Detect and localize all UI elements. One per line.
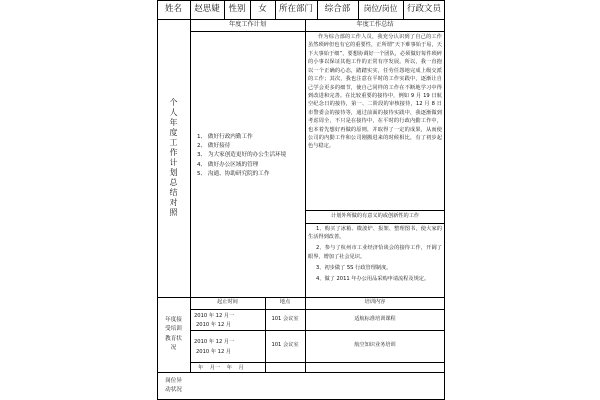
time-start: 2010 年 12 月一 [194, 313, 235, 319]
time-end: 2010 年 12 月 [196, 322, 232, 328]
training-side-label-cell [157, 297, 190, 372]
dept-value: 综合部 [324, 3, 351, 14]
col-place-header: 地点 [279, 299, 291, 306]
col-content-header: 培训内容 [364, 299, 386, 306]
table-border [157, 297, 445, 298]
plan-title: 年度工作计划 [228, 20, 267, 28]
name-label: 姓名 [164, 3, 182, 14]
plan-side-label-cell [157, 19, 190, 297]
table-row-time [190, 330, 265, 362]
name-value: 赵思婕 [194, 3, 220, 14]
table-border [157, 19, 445, 20]
training-place: 101 会议室 [271, 342, 299, 349]
plan-item: 4、 做好办公区域的管理 [197, 161, 259, 168]
table-border [305, 210, 445, 211]
table-border [275, 0, 276, 19]
extra-list [308, 225, 442, 295]
table-border [190, 0, 191, 372]
transfer-side-label: 岗位异动状况 [165, 377, 182, 393]
extra-item: 2、参与了杭州市工业经济恰谈会的接待工作，开阔了眼界，增加了社会见识。 [308, 245, 442, 260]
extra-item: 3、初步做了 5S 行政管理制度。 [316, 264, 392, 271]
table-border [224, 0, 225, 19]
table-border [265, 297, 266, 372]
table-border [250, 0, 251, 19]
table-border [190, 309, 445, 310]
table-border [190, 362, 445, 363]
training-content: 适航标准培训课程 [354, 315, 396, 322]
position-value: 行政文员 [406, 3, 441, 14]
summary-text: 作为综合部的工作人员，我充分认识到了自己的工作虽然琐碎但也有它的重要性，正所谓“天下难事始于易，天下大事始于细”，要想协调好一个团队，必须做好每件琐碎的小事以保证其他工作的正常有序发展。所以，我一直抱以一个正确的心态，踏踏实实，任劳任怨地完成上级交派的工作；其次，我也注意在平时的工作实践中，逐渐让自己学会更多的细节，使自己同样的工作在不断地学习中得到改进和完善。在比较重要的接待中，例如 9 月 19 日航空纪念日的接待，第一、二阶段的审核接待，12 月 8 日市警委会的接待等，通过前面的接待实践中，我逐渐做到考虑周全，不只是在接待中，在平时的行政内勤工作中，也本着先想好再做的原则，并取得了一定的成果，从而使公司的内勤工作和公司刚搬进来的时候相比，有了初步起色与稳定。 [308, 34, 442, 150]
table-border [157, 372, 445, 373]
plan-item: 3、 为大家创造更好的办公生活环境 [197, 152, 287, 159]
time-start: 年 月一 年 月 [198, 364, 244, 371]
position-label: 岗位/岗位 [363, 4, 398, 14]
extra-item: 4、做了 2011 年办公用品采购申请流程及规定。 [316, 275, 430, 282]
table-border [190, 330, 445, 331]
table-row-time [190, 362, 265, 372]
plan-item: 5、 沟通、协助研究院的工作 [197, 170, 270, 177]
extra-title: 计划外所做的有意义的或创新性的工作 [330, 212, 420, 219]
table-row-time [190, 309, 265, 330]
table-border [403, 0, 404, 19]
table-border [444, 0, 445, 400]
table-border [305, 223, 445, 224]
dept-label: 所在部门 [278, 3, 313, 14]
training-side-label: 年度接受培训教育状况 [165, 316, 182, 351]
table-border [358, 0, 359, 19]
plan-side-label: 个人年度工作计划总结对照 [169, 98, 178, 217]
plan-item: 1、 做好行政内勤工作 [197, 134, 253, 140]
training-place: 101 会议室 [271, 315, 299, 322]
plan-item: 2、 做好接待 [197, 143, 231, 150]
gender-label: 性别 [228, 3, 246, 14]
table-border [157, 0, 445, 1]
transfer-side-label-cell [157, 372, 190, 400]
appraisal-form [157, 0, 445, 400]
gender-value: 女 [258, 3, 267, 14]
col-time-header: 起止时间 [217, 299, 238, 306]
table-border [305, 19, 306, 297]
extra-item: 1、购买了冰箱、微波炉、报架、整理图书，使大家的生活得到改善。 [308, 226, 442, 241]
table-border [190, 31, 445, 32]
training-content: 航空知识业务培训 [354, 342, 396, 349]
table-border [305, 297, 306, 372]
time-end: 2010 年 12 月 [196, 349, 232, 355]
time-start: 2010 年 12 月一 [194, 339, 235, 345]
plan-list [197, 133, 286, 179]
summary-title: 年度工作总结 [356, 20, 394, 28]
table-border [157, 0, 158, 400]
table-border [317, 0, 318, 19]
